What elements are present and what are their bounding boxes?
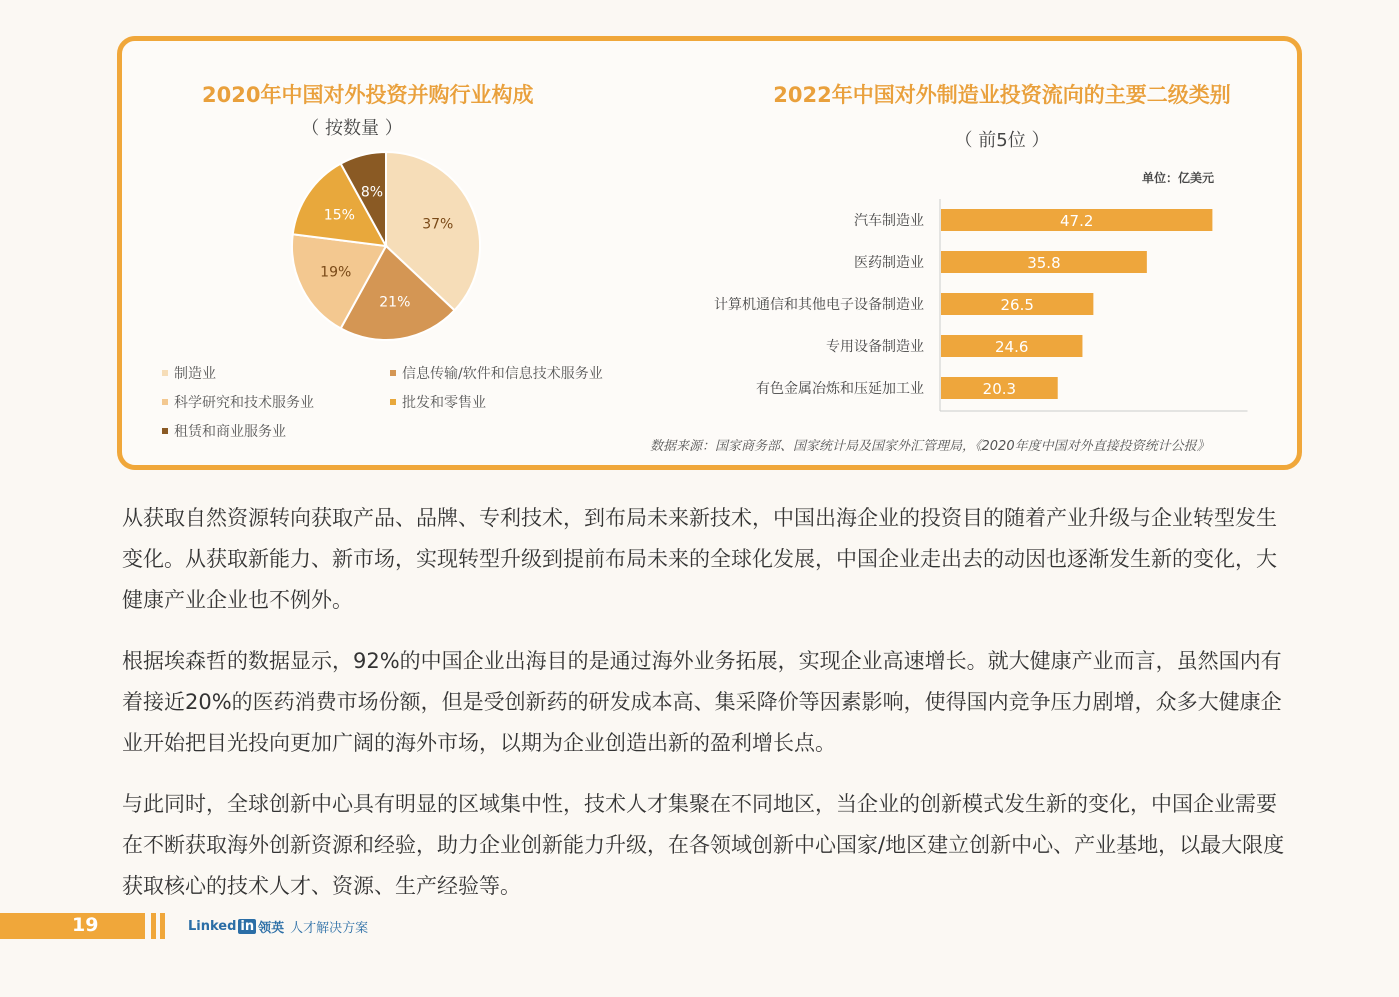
bar-category-label: 专用设备制造业 — [826, 339, 924, 355]
brand-linked: Linked — [188, 919, 237, 934]
page-number: 19 — [72, 914, 99, 936]
brand-solutions: 人才解决方案 — [290, 921, 369, 936]
linkedin-logo — [188, 917, 368, 936]
bar-chart-title: 2022年中国对外制造业投资流向的主要二级类别 — [773, 83, 1231, 107]
legend-label: 制造业 — [174, 366, 216, 382]
bar-value-label: 20.3 — [982, 380, 1017, 398]
paragraph-2: 根据埃森哲的数据显示，92%的中国企业出海目的是通过海外业务拓展，实现企业高速增长。就大健康产业而言，虽然国内有着接近20%的医药消费市场份额，但是受创新药的研发成本高、集采降价等因素影响，使得国内竞争压力剧增，众多大健康企业开始把目光投向更加广阔的海外市场，以期为企业创造出新的盈利增长点。 — [122, 649, 1282, 755]
pie-slice-label: 15% — [323, 207, 355, 224]
brand-cn: 领英 — [258, 921, 285, 936]
legend-label: 租赁和商业服务业 — [174, 424, 286, 440]
bar-value-label: 47.2 — [1059, 212, 1094, 230]
legend-label: 科学研究和技术服务业 — [174, 395, 314, 411]
bar-category-label: 医药制造业 — [854, 255, 924, 271]
bar-value-label: 35.8 — [1027, 254, 1061, 272]
bar-value-label: 26.5 — [1000, 296, 1034, 314]
pie-slice-label: 8% — [360, 184, 384, 201]
legend-label: 信息传输/软件和信息技术服务业 — [402, 366, 603, 382]
paragraph-1: 从获取自然资源转向获取产品、品牌、专利技术，到布局未来新技术，中国出海企业的投资目的随着产业升级与企业转型发生变化。从获取新能力、新市场，实现转型升级到提前布局未来的全球化发展，中国企业走出去的动因也逐渐发生新的变化，大健康产业企业也不例外。 — [122, 506, 1277, 612]
bar-chart-unit: 单位：亿美元 — [1142, 171, 1215, 185]
data-source: 数据来源：国家商务部、国家统计局及国家外汇管理局，《2020年度中国对外直接投资统计公报》 — [650, 439, 1210, 454]
pie-slice-label: 37% — [422, 216, 454, 233]
bar-chart-subtitle: （ 前5位 ） — [954, 130, 1050, 151]
footer-tick — [160, 913, 165, 939]
bar-category-label: 有色金属冶炼和压延加工业 — [756, 381, 924, 397]
pie-slice-label: 21% — [379, 294, 411, 311]
bar-chart — [122, 41, 1297, 465]
bar-value-label: 24.6 — [995, 338, 1029, 356]
bar-category-label: 汽车制造业 — [854, 213, 924, 229]
legend-label: 批发和零售业 — [402, 395, 486, 411]
footer-tick — [151, 913, 156, 939]
paragraph-3: 与此同时，全球创新中心具有明显的区域集中性，技术人才集聚在不同地区，当企业的创新模式发生新的变化，中国企业需要在不断获取海外创新资源和经验，助力企业创新能力升级，在各领域创新中心国家/地区建立创新中心、产业基地，以最大限度获取核心的技术人才、资源、生产经验等。 — [122, 792, 1285, 898]
chart-panel — [117, 36, 1302, 470]
pie-chart-title: 2020年中国对外投资并购行业构成 — [202, 83, 534, 107]
bar-category-label: 计算机通信和其他电子设备制造业 — [714, 297, 924, 313]
pie-slice-label: 19% — [320, 264, 352, 281]
brand-in: in — [240, 919, 255, 934]
pie-chart-subtitle: （ 按数量 ） — [301, 118, 403, 139]
